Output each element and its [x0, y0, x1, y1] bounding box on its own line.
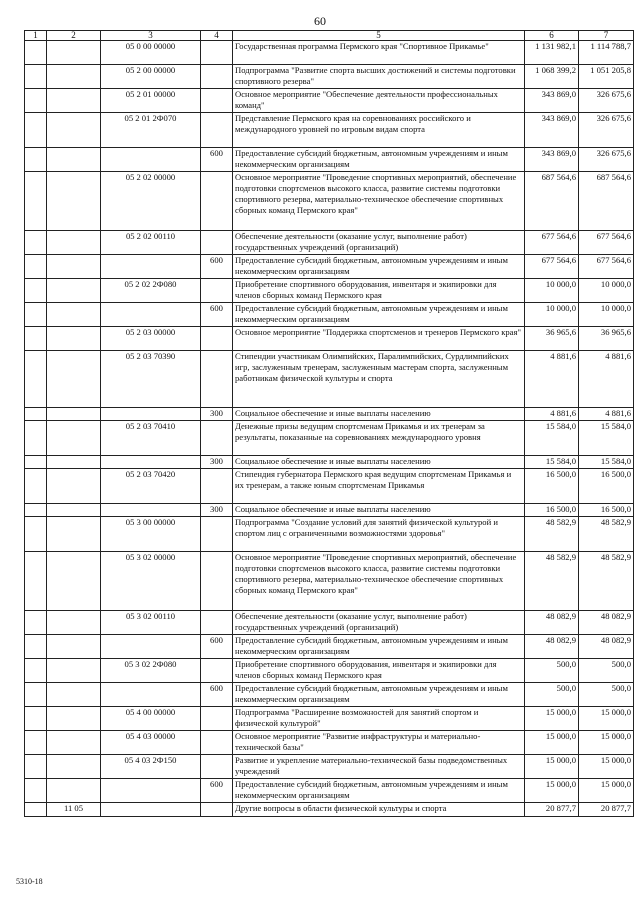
target-article-cell [101, 504, 201, 517]
expense-type-cell: 600 [201, 635, 233, 659]
description-cell: Социальное обеспечение и иные выплаты населению [233, 456, 525, 469]
amount-2019-cell: 343 869,0 [525, 148, 579, 172]
description-cell: Государственная программа Пермского края "Спортивное Прикамье" [233, 41, 525, 65]
table-row [25, 731, 634, 755]
expense-type-cell [201, 707, 233, 731]
target-article-cell [101, 635, 201, 659]
section-code-cell [47, 707, 101, 731]
description-cell: Приобретение спортивного оборудования, инвентаря и экипировки для членов сборных команд Пермского края [233, 659, 525, 683]
amount-2019-cell: 1 068 399,2 [525, 65, 579, 89]
table-row [25, 65, 634, 89]
section-code-cell: 11 05 [47, 803, 101, 817]
amount-2020-cell: 326 675,6 [579, 113, 634, 148]
amount-2019-cell: 500,0 [525, 659, 579, 683]
amount-2019-cell: 10 000,0 [525, 279, 579, 303]
table-row [25, 279, 634, 303]
section-code-cell [47, 255, 101, 279]
expense-type-cell [201, 113, 233, 148]
target-article-cell [101, 779, 201, 803]
section-code-cell [47, 552, 101, 611]
description-cell: Развитие и укрепление материально-технической базы подведомственных учреждений [233, 755, 525, 779]
expense-type-cell [201, 611, 233, 635]
amount-2019-cell: 500,0 [525, 683, 579, 707]
target-article-cell: 05 4 03 2Ф150 [101, 755, 201, 779]
target-article-cell: 05 2 03 70390 [101, 351, 201, 408]
column-header: 1 [25, 31, 47, 41]
amount-2020-cell: 15 000,0 [579, 731, 634, 755]
expense-type-cell [201, 279, 233, 303]
section-code-cell [47, 755, 101, 779]
expense-type-cell: 600 [201, 148, 233, 172]
section-code-cell [47, 172, 101, 231]
table-row [25, 89, 634, 113]
row-number-cell [25, 41, 47, 65]
section-code-cell [47, 113, 101, 148]
table-row [25, 552, 634, 611]
row-number-cell [25, 611, 47, 635]
target-article-cell: 05 2 00 00000 [101, 65, 201, 89]
amount-2019-cell: 48 582,9 [525, 517, 579, 552]
row-number-cell [25, 172, 47, 231]
expense-type-cell [201, 351, 233, 408]
amount-2020-cell: 10 000,0 [579, 303, 634, 327]
amount-2019-cell: 1 131 982,1 [525, 41, 579, 65]
amount-2020-cell: 16 500,0 [579, 504, 634, 517]
amount-2020-cell: 1 114 788,7 [579, 41, 634, 65]
section-code-cell [47, 421, 101, 456]
expense-type-cell [201, 172, 233, 231]
column-header: 2 [47, 31, 101, 41]
expense-type-cell [201, 469, 233, 504]
section-code-cell [47, 231, 101, 255]
column-header: 5 [233, 31, 525, 41]
amount-2020-cell: 16 500,0 [579, 469, 634, 504]
amount-2020-cell: 326 675,6 [579, 89, 634, 113]
amount-2020-cell: 687 564,6 [579, 172, 634, 231]
amount-2019-cell: 343 869,0 [525, 113, 579, 148]
amount-2020-cell: 15 584,0 [579, 421, 634, 456]
amount-2020-cell: 48 582,9 [579, 517, 634, 552]
footer-document-code: 5310-18 [16, 877, 43, 886]
amount-2020-cell: 326 675,6 [579, 148, 634, 172]
table-row [25, 779, 634, 803]
row-number-cell [25, 327, 47, 351]
table-row [25, 683, 634, 707]
table-row [25, 803, 634, 817]
section-code-cell [47, 731, 101, 755]
table-row [25, 755, 634, 779]
section-code-cell [47, 41, 101, 65]
table-row [25, 456, 634, 469]
section-code-cell [47, 456, 101, 469]
row-number-cell [25, 504, 47, 517]
section-code-cell [47, 327, 101, 351]
row-number-cell [25, 351, 47, 408]
target-article-cell [101, 255, 201, 279]
row-number-cell [25, 803, 47, 817]
amount-2020-cell: 677 564,6 [579, 255, 634, 279]
description-cell: Стипендии участникам Олимпийских, Паралимпийских, Сурдлимпийских игр, заслуженным тренерам, заслуженным мастерам спорта, заслуженным работникам физической культуры и спорта [233, 351, 525, 408]
row-number-cell [25, 255, 47, 279]
row-number-cell [25, 303, 47, 327]
expense-type-cell [201, 731, 233, 755]
amount-2019-cell: 15 584,0 [525, 456, 579, 469]
expense-type-cell [201, 41, 233, 65]
target-article-cell [101, 456, 201, 469]
expense-type-cell: 600 [201, 779, 233, 803]
target-article-cell [101, 148, 201, 172]
target-article-cell: 05 4 03 00000 [101, 731, 201, 755]
budget-table-wrapper [24, 30, 633, 817]
amount-2020-cell: 48 082,9 [579, 611, 634, 635]
row-number-cell [25, 517, 47, 552]
amount-2019-cell: 4 881,6 [525, 351, 579, 408]
amount-2019-cell: 677 564,6 [525, 255, 579, 279]
budget-table-body [25, 31, 634, 817]
expense-type-cell: 300 [201, 408, 233, 421]
description-cell: Предоставление субсидий бюджетным, автономным учреждениям и иным некоммерческим организациям [233, 683, 525, 707]
target-article-cell: 05 0 00 00000 [101, 41, 201, 65]
table-row [25, 41, 634, 65]
table-row [25, 517, 634, 552]
section-code-cell [47, 635, 101, 659]
expense-type-cell: 300 [201, 456, 233, 469]
expense-type-cell [201, 803, 233, 817]
target-article-cell: 05 2 03 00000 [101, 327, 201, 351]
expense-type-cell [201, 327, 233, 351]
amount-2019-cell: 10 000,0 [525, 303, 579, 327]
amount-2020-cell: 500,0 [579, 659, 634, 683]
amount-2019-cell: 15 000,0 [525, 731, 579, 755]
description-cell: Приобретение спортивного оборудования, инвентаря и экипировки для членов сборных команд Пермского края [233, 279, 525, 303]
amount-2019-cell: 16 500,0 [525, 469, 579, 504]
target-article-cell: 05 2 01 00000 [101, 89, 201, 113]
section-code-cell [47, 65, 101, 89]
expense-type-cell [201, 89, 233, 113]
section-code-cell [47, 517, 101, 552]
row-number-cell [25, 731, 47, 755]
description-cell: Предоставление субсидий бюджетным, автономным учреждениям и иным некоммерческим организациям [233, 303, 525, 327]
table-row [25, 611, 634, 635]
row-number-cell [25, 113, 47, 148]
table-row [25, 113, 634, 148]
description-cell: Предоставление субсидий бюджетным, автономным учреждениям и иным некоммерческим организациям [233, 255, 525, 279]
section-code-cell [47, 504, 101, 517]
table-row [25, 231, 634, 255]
table-row [25, 421, 634, 456]
target-article-cell: 05 2 02 00000 [101, 172, 201, 231]
description-cell: Подпрограмма "Создание условий для занятий физической культурой и спортом лиц с ограниченными возможностями здоровья" [233, 517, 525, 552]
section-code-cell [47, 303, 101, 327]
description-cell: Предоставление субсидий бюджетным, автономным учреждениям и иным некоммерческим организациям [233, 148, 525, 172]
section-code-cell [47, 683, 101, 707]
amount-2020-cell: 4 881,6 [579, 408, 634, 421]
description-cell: Основное мероприятие "Проведение спортивных мероприятий, обеспечение подготовки спортсменов высокого класса, развитие системы подготовки спортивного резерва, материально-техническое обеспечение спортивных сборных команд Пермского края" [233, 552, 525, 611]
description-cell: Обеспечение деятельности (оказание услуг, выполнение работ) государственных учреждений (организаций) [233, 611, 525, 635]
amount-2020-cell: 500,0 [579, 683, 634, 707]
target-article-cell: 05 2 01 2Ф070 [101, 113, 201, 148]
expense-type-cell: 600 [201, 683, 233, 707]
amount-2020-cell: 20 877,7 [579, 803, 634, 817]
column-header: 6 [525, 31, 579, 41]
row-number-cell [25, 231, 47, 255]
target-article-cell [101, 803, 201, 817]
amount-2019-cell: 16 500,0 [525, 504, 579, 517]
target-article-cell: 05 3 02 2Ф080 [101, 659, 201, 683]
amount-2019-cell: 343 869,0 [525, 89, 579, 113]
expense-type-cell [201, 755, 233, 779]
amount-2019-cell: 36 965,6 [525, 327, 579, 351]
section-code-cell [47, 469, 101, 504]
description-cell: Подпрограмма "Расширение возможностей для занятий спортом и физической культурой" [233, 707, 525, 731]
table-row [25, 408, 634, 421]
column-header: 3 [101, 31, 201, 41]
row-number-cell [25, 779, 47, 803]
amount-2020-cell: 48 082,9 [579, 635, 634, 659]
column-number-header-row [25, 31, 634, 41]
target-article-cell: 05 3 00 00000 [101, 517, 201, 552]
amount-2020-cell: 15 584,0 [579, 456, 634, 469]
description-cell: Другие вопросы в области физической культуры и спорта [233, 803, 525, 817]
table-row [25, 707, 634, 731]
table-row [25, 659, 634, 683]
row-number-cell [25, 421, 47, 456]
description-cell: Основное мероприятие "Обеспечение деятельности профессиональных команд" [233, 89, 525, 113]
description-cell: Предоставление субсидий бюджетным, автономным учреждениям и иным некоммерческим организациям [233, 635, 525, 659]
target-article-cell [101, 683, 201, 707]
amount-2019-cell: 677 564,6 [525, 231, 579, 255]
table-row [25, 172, 634, 231]
row-number-cell [25, 408, 47, 421]
table-row [25, 351, 634, 408]
target-article-cell: 05 3 02 00110 [101, 611, 201, 635]
description-cell: Подпрограмма "Развитие спорта высших достижений и системы подготовки спортивного резерва" [233, 65, 525, 89]
expense-type-cell: 600 [201, 303, 233, 327]
description-cell: Предоставление субсидий бюджетным, автономным учреждениям и иным некоммерческим организациям [233, 779, 525, 803]
target-article-cell [101, 408, 201, 421]
target-article-cell: 05 2 03 70420 [101, 469, 201, 504]
section-code-cell [47, 148, 101, 172]
section-code-cell [47, 779, 101, 803]
expense-type-cell [201, 231, 233, 255]
target-article-cell: 05 2 02 2Ф080 [101, 279, 201, 303]
row-number-cell [25, 148, 47, 172]
amount-2019-cell: 48 582,9 [525, 552, 579, 611]
amount-2020-cell: 36 965,6 [579, 327, 634, 351]
expense-type-cell: 600 [201, 255, 233, 279]
amount-2019-cell: 15 000,0 [525, 707, 579, 731]
target-article-cell: 05 4 00 00000 [101, 707, 201, 731]
description-cell: Социальное обеспечение и иные выплаты населению [233, 504, 525, 517]
section-code-cell [47, 408, 101, 421]
amount-2019-cell: 15 000,0 [525, 779, 579, 803]
amount-2020-cell: 10 000,0 [579, 279, 634, 303]
target-article-cell: 05 2 02 00110 [101, 231, 201, 255]
column-header: 7 [579, 31, 634, 41]
row-number-cell [25, 635, 47, 659]
description-cell: Денежные призы ведущим спортсменам Прикамья и их тренерам за результаты, показанные на соревнованиях международного уровня [233, 421, 525, 456]
description-cell: Основное мероприятие "Развитие инфраструктуры и материально-технической базы" [233, 731, 525, 755]
amount-2020-cell: 15 000,0 [579, 755, 634, 779]
amount-2020-cell: 15 000,0 [579, 779, 634, 803]
amount-2020-cell: 1 051 205,8 [579, 65, 634, 89]
amount-2019-cell: 4 881,6 [525, 408, 579, 421]
row-number-cell [25, 469, 47, 504]
description-cell: Обеспечение деятельности (оказание услуг, выполнение работ) государственных учреждений (организаций) [233, 231, 525, 255]
expense-type-cell [201, 421, 233, 456]
amount-2019-cell: 48 082,9 [525, 635, 579, 659]
amount-2020-cell: 15 000,0 [579, 707, 634, 731]
expense-type-cell [201, 65, 233, 89]
amount-2020-cell: 48 582,9 [579, 552, 634, 611]
table-row [25, 635, 634, 659]
table-row [25, 327, 634, 351]
expense-type-cell [201, 659, 233, 683]
budget-table [24, 30, 634, 817]
amount-2020-cell: 4 881,6 [579, 351, 634, 408]
expense-type-cell [201, 552, 233, 611]
table-row [25, 469, 634, 504]
row-number-cell [25, 683, 47, 707]
amount-2019-cell: 20 877,7 [525, 803, 579, 817]
section-code-cell [47, 611, 101, 635]
row-number-cell [25, 456, 47, 469]
amount-2019-cell: 15 584,0 [525, 421, 579, 456]
row-number-cell [25, 552, 47, 611]
description-cell: Основное мероприятие "Поддержка спортсменов и тренеров Пермского края" [233, 327, 525, 351]
row-number-cell [25, 707, 47, 731]
row-number-cell [25, 659, 47, 683]
target-article-cell [101, 303, 201, 327]
page-number: 60 [314, 14, 326, 28]
amount-2019-cell: 15 000,0 [525, 755, 579, 779]
section-code-cell [47, 279, 101, 303]
column-header: 4 [201, 31, 233, 41]
amount-2019-cell: 48 082,9 [525, 611, 579, 635]
target-article-cell: 05 3 02 00000 [101, 552, 201, 611]
description-cell: Основное мероприятие "Проведение спортивных мероприятий, обеспечение подготовки спортсменов высокого класса, развитие системы подготовки спортивного резерва, материально-техническое обеспечение спортивных сборных команд Пермского края" [233, 172, 525, 231]
amount-2020-cell: 677 564,6 [579, 231, 634, 255]
table-row [25, 255, 634, 279]
section-code-cell [47, 89, 101, 113]
row-number-cell [25, 279, 47, 303]
row-number-cell [25, 89, 47, 113]
section-code-cell [47, 351, 101, 408]
table-row [25, 148, 634, 172]
row-number-cell [25, 65, 47, 89]
table-row [25, 303, 634, 327]
target-article-cell: 05 2 03 70410 [101, 421, 201, 456]
table-row [25, 504, 634, 517]
expense-type-cell: 300 [201, 504, 233, 517]
description-cell: Социальное обеспечение и иные выплаты населению [233, 408, 525, 421]
description-cell: Представление Пермского края на соревнованиях российского и международного уровней по игровым видам спорта [233, 113, 525, 148]
section-code-cell [47, 659, 101, 683]
amount-2019-cell: 687 564,6 [525, 172, 579, 231]
description-cell: Стипендия губернатора Пермского края ведущим спортсменам Прикамья и их тренерам, а также юным спортсменам Прикамья [233, 469, 525, 504]
expense-type-cell [201, 517, 233, 552]
row-number-cell [25, 755, 47, 779]
